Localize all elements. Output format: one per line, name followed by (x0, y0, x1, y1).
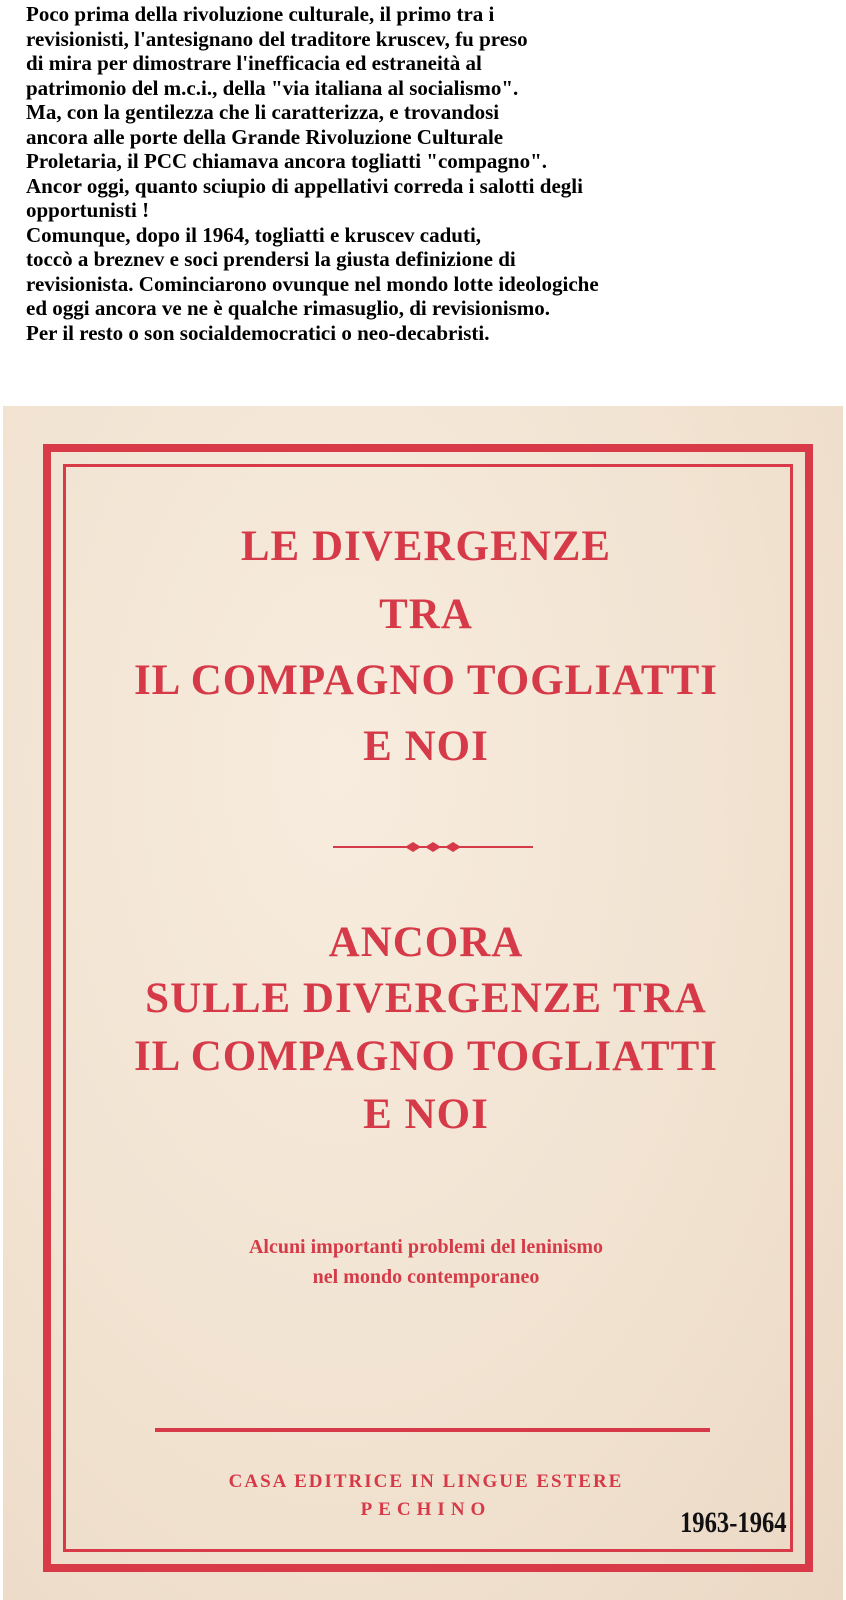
ornament-divider (333, 840, 533, 854)
intro-line: revisionista. Cominciarono ovunque nel mondo lotte ideologiche (26, 271, 599, 296)
subtitle-line: nel mondo contemporaneo (312, 1266, 540, 1288)
publisher-city: PECHINO (360, 1499, 492, 1520)
intro-line: ancora alle porte della Grande Rivoluzione Culturale (26, 124, 504, 149)
intro-line: ed oggi ancora ve ne è qualche rimasuglio, di revisionismo. (26, 296, 551, 320)
title2-line: ANCORA (328, 919, 524, 966)
intro-line: Comunque, dopo il 1964, togliatti e kruscev caduti, (26, 222, 482, 247)
book-cover (3, 406, 843, 1600)
intro-line: Ma, con la gentilezza che li caratterizza, e trovandosi (26, 100, 500, 124)
intro-line: di mira per dimostrare l'inefficacia ed estraneità al (26, 51, 482, 75)
publication-years: 1963-1964 (680, 1506, 787, 1539)
title-line: E NOI (363, 723, 489, 770)
subtitle-line: Alcuni importanti problemi del leninismo (248, 1236, 604, 1258)
intro-line: patrimonio del m.c.i., della "via italiana al socialismo". (26, 75, 519, 100)
intro-line: toccò a breznev e soci prendersi la giusta definizione di (26, 247, 516, 271)
intro-line: Poco prima della rivoluzione culturale, il primo tra i (26, 2, 495, 26)
title-line: IL COMPAGNO TOGLIATTI (133, 657, 719, 704)
publisher-name: CASA EDITRICE IN LINGUE ESTERE (228, 1471, 624, 1492)
title-line: TRA (379, 591, 473, 638)
title2-line: SULLE DIVERGENZE TRA (145, 975, 707, 1022)
title2-line: IL COMPAGNO TOGLIATTI (133, 1033, 719, 1080)
intro-line: revisionisti, l'antesignano del traditore kruscev, fu preso (26, 26, 528, 51)
horizontal-rule (155, 1428, 710, 1432)
title2-line: E NOI (363, 1091, 489, 1138)
intro-line: Ancor oggi, quanto sciupio di appellativi correda i salotti degli (26, 173, 583, 198)
title-line: LE DIVERGENZE (240, 523, 612, 570)
intro-line: Proletaria, il PCC chiamava ancora togliatti "compagno". (26, 149, 548, 173)
intro-line: Per il resto o son socialdemocratici o neo-decabristi. (26, 320, 490, 345)
intro-text (26, 2, 842, 345)
intro-line: opportunisti ! (26, 198, 150, 222)
